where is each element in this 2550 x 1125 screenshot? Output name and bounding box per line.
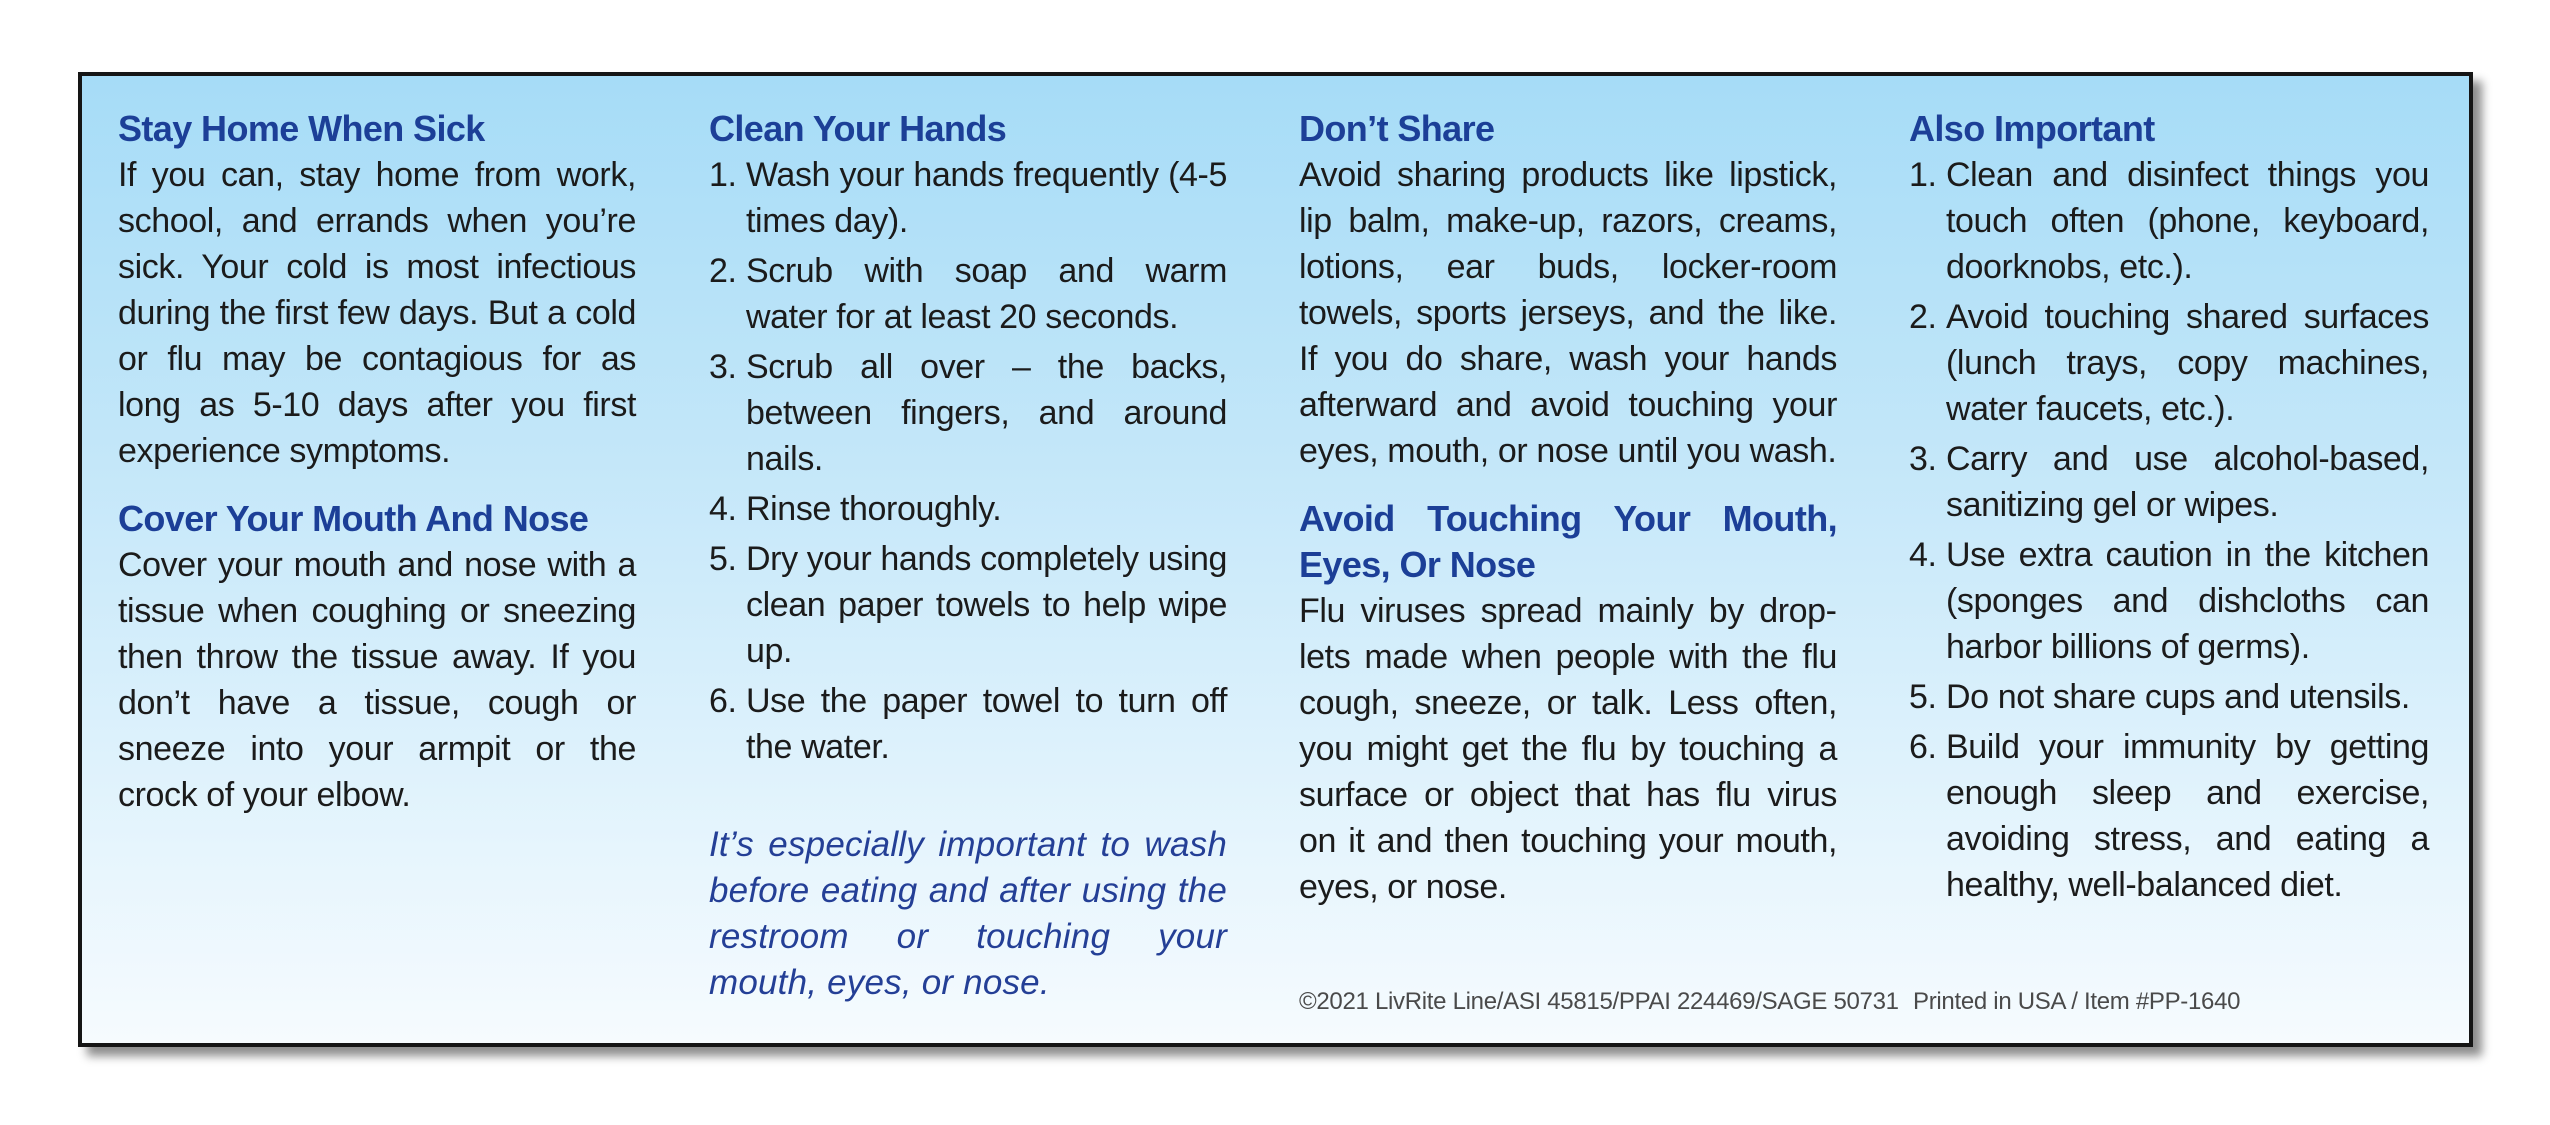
section-avoid-touching (1299, 496, 1837, 910)
column-4 (1909, 106, 2429, 930)
body-dont-share: Avoid sharing products like lipstick, lip balm, make-up, razors, creams, lotions, ear buds, locker-room towels, sports jerseys, and the like. If you do share, wash your hands afterward and avoid touching your eyes, mouth, or nose until you wash. (1299, 156, 1837, 470)
list-text: Rinse thoroughly. (746, 490, 1002, 528)
list-item (709, 678, 1227, 770)
body-cover-mouth: Cover your mouth and nose with a tissue when coughing or sneezing then throw the tissue away. If you don’t have a tissue, cough or sneeze into your armpit or the crock of your elbow. (118, 546, 636, 814)
list-item (709, 248, 1227, 340)
list-item (709, 152, 1227, 244)
heading-also-important: Also Important (1909, 108, 2155, 149)
heading-avoid-touching: Avoid Touching Your Mouth, Eyes, Or Nose (1299, 498, 1837, 585)
printed-in-footer: Printed in USA / Item #PP-1640 (1913, 988, 2241, 1015)
list-text: Scrub all over – the backs, between fingers, and around nails. (746, 348, 1227, 478)
column-1 (118, 106, 636, 840)
column-2 (709, 106, 1227, 1041)
list-number: 3. (709, 348, 737, 386)
list-number: 3. (1909, 440, 1937, 478)
list-item (1909, 294, 2429, 432)
list-number: 4. (1909, 536, 1937, 574)
list-text: Avoid touching shared surfaces (lunch trays, copy machines, water faucets, etc.). (1946, 298, 2429, 428)
list-number: 1. (709, 156, 737, 194)
handwash-emphasis-note: It’s especially important to wash before eating and after using the restroom or touching your mouth, eyes, or nose. (709, 825, 1227, 1002)
copyright-footer: ©2021 LivRite Line/ASI 45815/PPAI 224469/SAGE 50731 (1299, 988, 1899, 1015)
list-item (1909, 436, 2429, 528)
list-item (1909, 532, 2429, 670)
column-3 (1299, 106, 1837, 932)
list-text: Do not share cups and utensils. (1946, 678, 2410, 716)
list-number: 1. (1909, 156, 1937, 194)
list-item (709, 344, 1227, 482)
heading-cover-mouth: Cover Your Mouth And Nose (118, 498, 589, 539)
body-avoid-touching: Flu viruses spread mainly by droplets made when people with the flu cough, sneeze, or talk. Less often, you might get the flu by touching a surface or object that has flu virus on it and then touching your mouth, eyes, or nose. (1299, 592, 1837, 906)
section-clean-hands (709, 106, 1227, 1006)
also-important-list (1909, 152, 2429, 908)
list-number: 2. (1909, 298, 1937, 336)
list-text: Wash your hands frequently (4-5 times day). (746, 156, 1227, 240)
clean-hands-list (709, 152, 1227, 770)
list-number: 4. (709, 490, 737, 528)
section-stay-home (118, 106, 636, 474)
body-stay-home: If you can, stay home from work, school, and errands when you’re sick. Your cold is most infectious during the first few days. But a cold or flu may be contagious for as long as 5-10 days after you first experience symptoms. (118, 156, 636, 470)
list-text: Dry your hands completely using clean paper towels to help wipe up. (746, 540, 1227, 670)
section-cover-mouth (118, 496, 636, 818)
list-item (1909, 674, 2429, 720)
list-number: 2. (709, 252, 737, 290)
list-number: 5. (1909, 678, 1937, 716)
section-dont-share (1299, 106, 1837, 474)
list-text: Clean and disinfect things you touch often (phone, keyboard, doorknobs, etc.). (1946, 156, 2429, 286)
heading-stay-home: Stay Home When Sick (118, 108, 485, 149)
list-number: 5. (709, 540, 737, 578)
list-text: Use the paper towel to turn off the water. (746, 682, 1227, 766)
list-text: Use extra caution in the kitchen (sponges and dishcloths can harbor billions of germs). (1946, 536, 2429, 666)
list-number: 6. (1909, 728, 1937, 766)
list-item (1909, 724, 2429, 908)
list-item (709, 486, 1227, 532)
list-text: Scrub with soap and warm water for at least 20 seconds. (746, 252, 1227, 336)
list-item (709, 536, 1227, 674)
list-number: 6. (709, 682, 737, 720)
list-text: Carry and use alcohol-based, sanitizing gel or wipes. (1946, 440, 2429, 524)
list-item (1909, 152, 2429, 290)
section-also-important (1909, 106, 2429, 908)
flu-tips-card (78, 72, 2473, 1047)
list-text: Build your immunity by getting enough sleep and exercise, avoiding stress, and eating a healthy, well-balanced diet. (1946, 728, 2429, 904)
heading-clean-hands: Clean Your Hands (709, 108, 1007, 149)
heading-dont-share: Don’t Share (1299, 108, 1495, 149)
